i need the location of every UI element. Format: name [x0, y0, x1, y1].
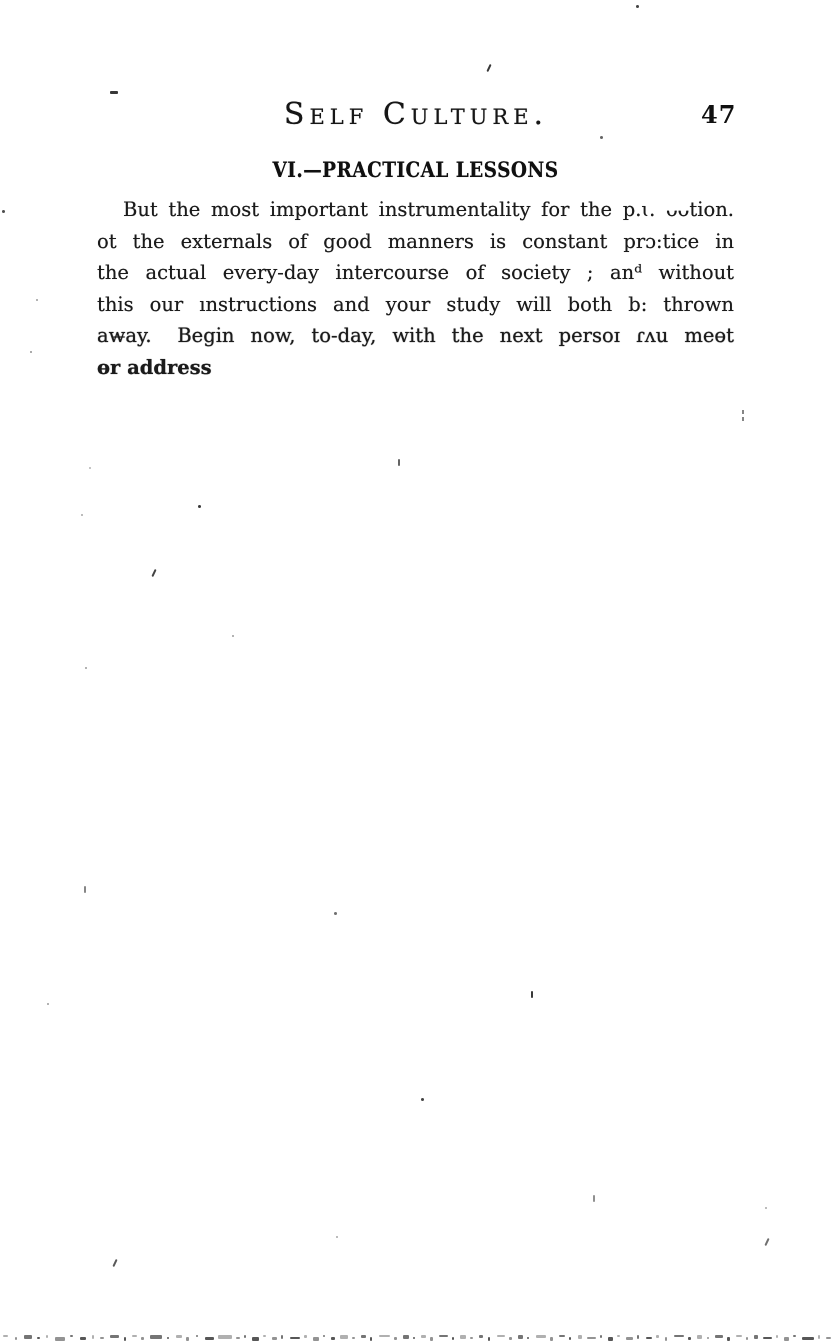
text-line-5: aw̶ay. Begin now, to-day, with the next persoɪ ɾʌu meɵt — [97, 324, 734, 348]
noise-dash — [776, 1335, 778, 1338]
scan-speck — [486, 64, 491, 72]
noise-dash — [272, 1337, 277, 1340]
noise-dash — [536, 1335, 546, 1338]
scan-speck — [47, 1003, 49, 1005]
noise-dash — [331, 1337, 335, 1340]
noise-dash — [167, 1337, 169, 1339]
noise-dash — [452, 1337, 454, 1340]
noise-dash — [24, 1335, 32, 1339]
noise-dash — [236, 1337, 240, 1339]
noise-dash — [361, 1335, 366, 1338]
noise-dash — [313, 1337, 319, 1341]
noise-dash — [665, 1337, 667, 1341]
noise-dash — [430, 1337, 433, 1341]
section-heading-text: VI.—PRACTICAL LESSONS — [272, 157, 559, 182]
text-line-6: ɵr address — [97, 355, 212, 379]
noise-dash — [626, 1337, 633, 1340]
body-paragraph — [97, 194, 734, 384]
noise-dash — [527, 1337, 529, 1339]
noise-dash — [818, 1335, 820, 1339]
noise-dash — [379, 1335, 390, 1337]
noise-dash — [656, 1335, 659, 1338]
scan-speck — [151, 569, 156, 577]
noise-dash — [470, 1337, 473, 1339]
scan-speck — [636, 5, 639, 8]
scan-speck — [110, 91, 118, 94]
noise-dash — [150, 1335, 162, 1339]
noise-dash — [252, 1337, 259, 1341]
scan-speck — [112, 1259, 117, 1267]
noise-dash — [707, 1337, 709, 1339]
noise-dash — [637, 1335, 639, 1339]
scan-speck — [89, 467, 91, 469]
noise-dash — [186, 1337, 189, 1341]
noise-dash — [124, 1337, 126, 1341]
scan-speck — [421, 1098, 424, 1101]
noise-dash — [176, 1335, 182, 1338]
noise-dash — [141, 1337, 144, 1340]
noise-dash — [394, 1337, 397, 1340]
noise-dash — [600, 1335, 602, 1338]
noise-dash — [715, 1335, 723, 1338]
noise-dash — [697, 1335, 702, 1339]
noise-dash — [100, 1337, 104, 1339]
noise-dash — [263, 1335, 266, 1337]
scan-speck — [600, 136, 603, 139]
scan-speck — [36, 299, 38, 301]
noise-dash — [244, 1335, 246, 1338]
noise-dash — [55, 1337, 65, 1341]
noise-dash — [802, 1337, 814, 1340]
noise-dash — [509, 1337, 512, 1340]
scan-speck — [398, 459, 400, 466]
noise-dash — [323, 1335, 325, 1337]
page-number: 47 — [701, 100, 737, 129]
noise-dash — [674, 1335, 684, 1337]
noise-dash — [370, 1337, 372, 1341]
noise-dash — [569, 1337, 571, 1340]
noise-dash — [488, 1337, 490, 1341]
noise-dash — [646, 1337, 652, 1339]
noise-dash — [110, 1335, 119, 1338]
running-header-title: Self Culture. — [283, 97, 549, 132]
scan-speck — [334, 912, 337, 915]
noise-dash — [3, 1335, 8, 1337]
noise-dash — [37, 1337, 40, 1339]
noise-dash — [727, 1337, 730, 1341]
scan-speck — [84, 886, 86, 893]
noise-dash — [793, 1335, 796, 1337]
noise-dash — [608, 1337, 613, 1341]
noise-dash — [460, 1335, 466, 1339]
noise-dash — [304, 1335, 307, 1338]
noise-dash — [46, 1335, 48, 1338]
noise-dash — [784, 1337, 789, 1341]
text-line-2: ot the externals of good manners is constant prɔ:tice in — [97, 229, 734, 253]
scan-noise-edge — [0, 1334, 832, 1342]
noise-dash — [497, 1335, 505, 1337]
noise-dash — [92, 1335, 94, 1339]
noise-dash — [340, 1335, 348, 1339]
scan-speck — [742, 410, 744, 414]
noise-dash — [550, 1337, 553, 1341]
text-line-4: this our ınstructions and your study will both b: thrown — [97, 292, 734, 316]
scan-speck — [81, 514, 83, 516]
noise-dash — [587, 1337, 596, 1339]
noise-dash — [290, 1337, 300, 1339]
noise-dash — [196, 1335, 198, 1337]
noise-dash — [281, 1335, 283, 1339]
noise-dash — [352, 1337, 355, 1339]
noise-dash — [746, 1337, 748, 1340]
noise-dash — [754, 1335, 758, 1339]
scan-speck — [30, 351, 32, 353]
noise-dash — [15, 1337, 17, 1340]
noise-dash — [617, 1335, 620, 1337]
noise-dash — [218, 1335, 232, 1339]
noise-dash — [763, 1337, 772, 1339]
noise-dash — [439, 1335, 448, 1337]
text-line-3: the actual every-day intercourse of society ; anᵈ without — [97, 261, 734, 285]
noise-dash — [736, 1335, 742, 1337]
scan-speck — [764, 1238, 769, 1246]
scan-speck — [2, 210, 5, 213]
noise-dash — [688, 1337, 691, 1340]
scan-speck — [765, 1207, 767, 1209]
noise-dash — [826, 1337, 831, 1339]
section-heading — [0, 156, 832, 183]
noise-dash — [403, 1335, 409, 1339]
scan-speck — [531, 991, 533, 998]
noise-dash — [132, 1335, 137, 1337]
scan-speck — [85, 667, 87, 669]
scan-speck — [232, 635, 234, 637]
text-line-1: But the most important instrumentality for the p.ɩ. ᴗᴗtion. — [123, 198, 734, 221]
scan-speck — [593, 1195, 595, 1202]
noise-dash — [70, 1335, 73, 1337]
noise-dash — [559, 1335, 565, 1337]
noise-dash — [205, 1337, 214, 1340]
noise-dash — [479, 1335, 483, 1338]
noise-dash — [413, 1337, 415, 1339]
noise-dash — [578, 1335, 582, 1339]
scan-speck — [336, 1236, 338, 1238]
noise-dash — [518, 1335, 523, 1339]
scan-speck — [198, 505, 201, 508]
noise-dash — [80, 1337, 86, 1340]
noise-dash — [421, 1335, 426, 1338]
